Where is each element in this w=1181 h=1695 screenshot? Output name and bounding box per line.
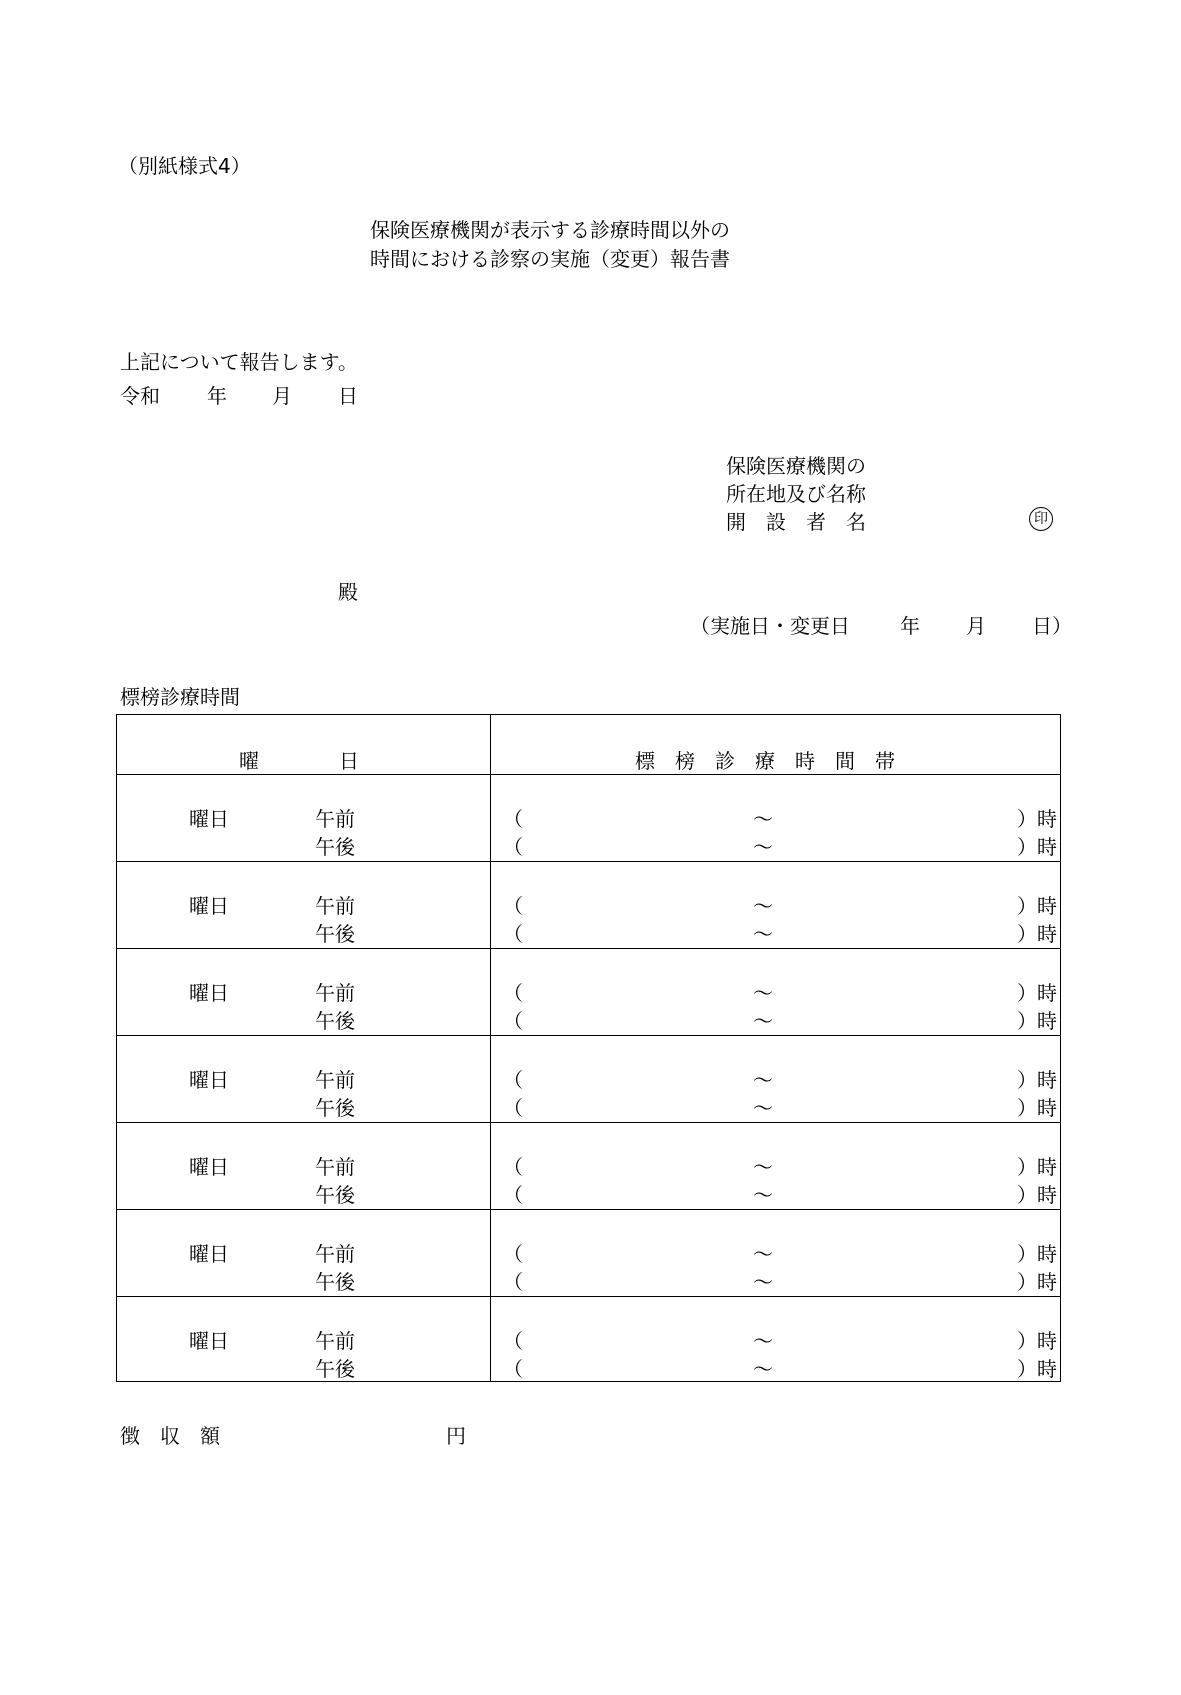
- am-label: 午前: [315, 1329, 355, 1353]
- title-line-1: 保険医療機関が表示する診療時間以外の: [370, 218, 730, 242]
- row-divider: [117, 1035, 1060, 1036]
- am-close-hour: ）時: [1017, 1329, 1057, 1353]
- am-tilde: ～: [753, 1068, 773, 1092]
- pm-open-paren: （: [503, 1096, 523, 1120]
- row-divider: [117, 1296, 1060, 1297]
- day-label: 曜日: [189, 894, 229, 918]
- am-tilde: ～: [753, 1155, 773, 1179]
- am-open-paren: （: [503, 894, 523, 918]
- am-open-paren: （: [503, 981, 523, 1005]
- pm-open-paren: （: [503, 922, 523, 946]
- header-divider: [117, 774, 1060, 775]
- fee-unit: 円: [446, 1424, 466, 1448]
- am-open-paren: （: [503, 1155, 523, 1179]
- date-day: 日: [338, 384, 358, 408]
- pm-open-paren: （: [503, 1357, 523, 1381]
- am-close-hour: ）時: [1017, 894, 1057, 918]
- am-tilde: ～: [753, 894, 773, 918]
- pm-close-hour: ）時: [1017, 1096, 1057, 1120]
- am-close-hour: ）時: [1017, 1242, 1057, 1266]
- implementation-date-day: 日）: [1032, 614, 1072, 638]
- report-statement: 上記について報告します。: [120, 350, 358, 374]
- pm-tilde: ～: [753, 835, 773, 859]
- fee-label: 徴 収 額: [120, 1424, 220, 1448]
- row-divider: [117, 1122, 1060, 1123]
- pm-tilde: ～: [753, 1009, 773, 1033]
- day-label: 曜日: [189, 1242, 229, 1266]
- am-close-hour: ）時: [1017, 981, 1057, 1005]
- am-close-hour: ）時: [1017, 1068, 1057, 1092]
- title-line-2: 時間における診察の実施（変更）報告書: [370, 247, 730, 271]
- pm-label: 午後: [315, 835, 355, 859]
- pm-tilde: ～: [753, 922, 773, 946]
- pm-close-hour: ）時: [1017, 1009, 1057, 1033]
- am-close-hour: ）時: [1017, 807, 1057, 831]
- day-label: 曜日: [189, 1155, 229, 1179]
- am-tilde: ～: [753, 807, 773, 831]
- am-close-hour: ）時: [1017, 1155, 1057, 1179]
- am-tilde: ～: [753, 1329, 773, 1353]
- pm-close-hour: ）時: [1017, 1270, 1057, 1294]
- pm-close-hour: ）時: [1017, 1357, 1057, 1381]
- row-divider: [117, 948, 1060, 949]
- am-label: 午前: [315, 807, 355, 831]
- institution-line-1: 保険医療機関の: [726, 454, 866, 478]
- pm-label: 午後: [315, 922, 355, 946]
- column-divider: [490, 715, 491, 1381]
- am-open-paren: （: [503, 1242, 523, 1266]
- pm-open-paren: （: [503, 1183, 523, 1207]
- pm-label: 午後: [315, 1270, 355, 1294]
- pm-tilde: ～: [753, 1183, 773, 1207]
- pm-label: 午後: [315, 1096, 355, 1120]
- am-label: 午前: [315, 1242, 355, 1266]
- pm-tilde: ～: [753, 1357, 773, 1381]
- implementation-date-year: 年: [900, 614, 920, 638]
- header-hours: 標 榜 診 療 時 間 帯: [635, 749, 895, 773]
- pm-open-paren: （: [503, 835, 523, 859]
- addressee-suffix: 殿: [338, 580, 358, 604]
- pm-close-hour: ）時: [1017, 1183, 1057, 1207]
- schedule-table: [116, 714, 1061, 1382]
- am-label: 午前: [315, 1155, 355, 1179]
- date-month: 月: [272, 384, 292, 408]
- am-label: 午前: [315, 981, 355, 1005]
- implementation-date-label: （実施日・変更日: [690, 614, 850, 638]
- am-open-paren: （: [503, 807, 523, 831]
- founder-name-label: 開 設 者 名: [726, 510, 866, 534]
- day-label: 曜日: [189, 807, 229, 831]
- am-label: 午前: [315, 1068, 355, 1092]
- implementation-date-month: 月: [966, 614, 986, 638]
- am-label: 午前: [315, 894, 355, 918]
- date-era: 令和: [120, 384, 160, 408]
- pm-label: 午後: [315, 1009, 355, 1033]
- header-day: 曜 日: [239, 749, 359, 773]
- pm-close-hour: ）時: [1017, 922, 1057, 946]
- pm-open-paren: （: [503, 1270, 523, 1294]
- day-label: 曜日: [189, 1068, 229, 1092]
- form-label: （別紙様式4）: [118, 154, 251, 178]
- pm-label: 午後: [315, 1183, 355, 1207]
- am-tilde: ～: [753, 1242, 773, 1266]
- day-label: 曜日: [189, 1329, 229, 1353]
- pm-label: 午後: [315, 1357, 355, 1381]
- pm-open-paren: （: [503, 1009, 523, 1033]
- pm-tilde: ～: [753, 1096, 773, 1120]
- am-tilde: ～: [753, 981, 773, 1005]
- day-label: 曜日: [189, 981, 229, 1005]
- row-divider: [117, 861, 1060, 862]
- schedule-heading: 標榜診療時間: [120, 685, 240, 709]
- date-year: 年: [207, 384, 227, 408]
- institution-line-2: 所在地及び名称: [726, 482, 866, 506]
- am-open-paren: （: [503, 1329, 523, 1353]
- seal-icon: 印: [1029, 507, 1053, 531]
- pm-close-hour: ）時: [1017, 835, 1057, 859]
- am-open-paren: （: [503, 1068, 523, 1092]
- row-divider: [117, 1209, 1060, 1210]
- pm-tilde: ～: [753, 1270, 773, 1294]
